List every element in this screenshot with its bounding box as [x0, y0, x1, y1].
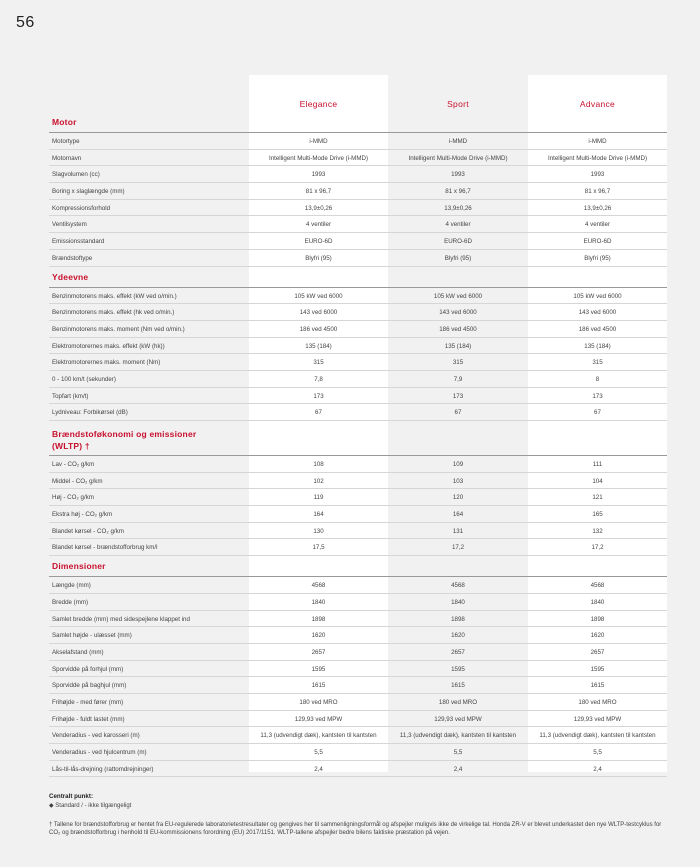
section-title-text-line2: (WLTP) † [52, 441, 90, 451]
row-label: Frihøjde - fuldt lastet (mm) [52, 715, 125, 723]
table-row [49, 371, 667, 388]
table-row [49, 506, 667, 523]
value-advance: 165 [592, 511, 603, 519]
value-elegance: 119 [313, 494, 324, 502]
value-elegance: 1595 [311, 665, 326, 673]
value-sport: 1898 [451, 615, 465, 623]
section-title-text: Brændstoføkonomi og emissioner [52, 429, 197, 439]
value-elegance: 7,8 [314, 375, 323, 383]
table-row [49, 677, 667, 694]
spec-table [49, 112, 667, 777]
value-advance: 132 [592, 527, 603, 535]
column-header-sport: Sport [447, 99, 469, 109]
value-sport: i-MMD [448, 138, 468, 145]
section-title-text: Ydeevne [52, 271, 89, 282]
table-row [49, 388, 667, 405]
table-row [49, 473, 667, 490]
row-label: Samlet højde - ulæsset (mm) [52, 632, 132, 640]
value-sport: 1595 [451, 665, 465, 673]
value-advance: 11,3 (udvendigt dæk), kantsten til kantsten [539, 732, 656, 740]
row-label: Ventilsystem [52, 221, 87, 229]
value-sport: 1620 [451, 632, 465, 640]
value-advance: Blyfri (95) [584, 254, 611, 262]
table-row [49, 150, 667, 167]
value-sport: 135 (184) [444, 342, 472, 350]
value-advance: 8 [595, 375, 600, 383]
value-elegance: 135 (184) [305, 342, 332, 350]
value-sport: 109 [452, 461, 464, 468]
value-elegance: 2657 [311, 648, 326, 656]
table-row [49, 711, 667, 728]
value-advance: 180 ved MRO [578, 698, 617, 706]
section-header [49, 421, 667, 456]
table-row [49, 166, 667, 183]
table-row [49, 761, 667, 778]
row-label: Benzinmotorens maks. effekt (kW ved o/min.) [52, 292, 177, 300]
value-advance: 4 ventiler [584, 221, 611, 229]
row-label: Topfart (km/t) [52, 392, 89, 400]
row-label: Motornavn [52, 154, 82, 162]
value-advance: 143 ved 6000 [578, 309, 617, 317]
value-sport: 103 [452, 477, 464, 485]
value-sport: 13,9±0,26 [444, 204, 472, 212]
value-advance: 2657 [590, 648, 605, 656]
value-advance: 1898 [590, 615, 605, 623]
footer [49, 793, 669, 837]
table-row [49, 200, 667, 217]
value-elegance: 180 ved MRO [299, 698, 338, 706]
value-advance: 1993 [590, 171, 605, 179]
row-label: Brændstoftype [52, 254, 93, 262]
value-sport: EURO-6D [444, 238, 472, 246]
column-header-elegance: Elegance [299, 99, 338, 109]
row-label: Blandet kørsel - CO₂ g/km [52, 527, 124, 535]
value-elegance: 164 [313, 511, 324, 519]
row-label: Elektromotorernes maks. moment (Nm) [52, 359, 161, 367]
table-row [49, 233, 667, 250]
value-elegance: 315 [313, 359, 324, 367]
row-label: Venderadius - ved hjulcentrum (m) [52, 749, 147, 756]
value-elegance: i-MMD [309, 138, 328, 145]
row-label: Høj - CO₂ g/km [52, 494, 94, 502]
footer-legend: ◆ Standard / - ikke tilgængeligt [49, 803, 132, 809]
row-label: Benzinmotorens maks. moment (Nm ved o/min.) [52, 325, 185, 333]
row-label: Lav - CO₂ g/km [52, 461, 95, 468]
section-header [49, 267, 667, 288]
value-advance: 315 [592, 359, 603, 367]
value-advance: 173 [592, 392, 603, 400]
row-label: Lydniveau: Forbikørsel (dB) [52, 409, 128, 417]
row-label: Slagvolumen (cc) [52, 171, 100, 179]
value-sport: 143 ved 6000 [439, 309, 477, 317]
value-advance: 81 x 96,7 [584, 188, 611, 196]
value-advance: 104 [592, 477, 603, 485]
value-elegance: 129,93 ved MPW [294, 715, 343, 723]
section-title [52, 561, 106, 571]
column-header-advance: Advance [579, 99, 616, 109]
section-title [52, 117, 77, 127]
row-label: Sporvidde på baghjul (mm) [52, 682, 127, 690]
row-label: Blandet kørsel - brændstofforbrug km/l [52, 544, 158, 552]
row-label: Akselafstand (mm) [52, 648, 104, 656]
row-label: Længde (mm) [52, 582, 91, 590]
footer-title: Centralt punkt: [49, 793, 93, 800]
table-row [49, 404, 667, 421]
value-advance: 1620 [590, 632, 605, 640]
value-elegance: Blyfri (95) [305, 254, 332, 262]
value-elegance: 81 x 96,7 [305, 188, 332, 196]
value-advance: 105 kW ved 6000 [573, 292, 622, 300]
table-row [49, 456, 667, 473]
row-label: Kompressionsforhold [52, 204, 111, 212]
value-elegance: 1620 [311, 632, 326, 640]
value-sport: 315 [452, 359, 464, 367]
value-elegance: 1993 [311, 171, 326, 179]
section-title [52, 272, 88, 282]
value-elegance: 102 [313, 477, 324, 485]
value-advance: 111 [592, 461, 603, 468]
table-row [49, 489, 667, 506]
value-advance: 186 ved 4500 [578, 325, 617, 333]
value-sport: 105 kW ved 6000 [433, 292, 483, 300]
value-advance: i-MMD [588, 138, 607, 145]
value-sport: 4 ventiler [445, 221, 471, 229]
value-advance: Intelligent Multi-Mode Drive (i-MMD) [547, 154, 648, 162]
value-sport: 81 x 96,7 [445, 188, 471, 196]
row-label: Bredde (mm) [52, 598, 89, 606]
table-row [49, 216, 667, 233]
row-label: Emissionsstandard [52, 238, 105, 246]
value-sport: 17,2 [451, 544, 465, 552]
table-row [49, 133, 667, 150]
row-label: Boring x slaglængde (mm) [52, 188, 125, 196]
value-advance: 17,2 [591, 544, 604, 552]
row-label: Motortype [52, 138, 80, 145]
value-advance: 1615 [590, 682, 605, 690]
value-sport: 131 [452, 527, 464, 535]
row-label: Lås-til-lås-drejning (rattomdrejninger) [52, 765, 154, 773]
value-sport: 2,4 [453, 765, 463, 773]
table-row [49, 523, 667, 540]
value-sport: 7,9 [453, 375, 463, 383]
value-elegance: 2,4 [314, 765, 323, 773]
table-row [49, 661, 667, 678]
value-elegance: 130 [313, 527, 324, 535]
value-elegance: 5,5 [314, 749, 323, 756]
value-sport: 4568 [451, 582, 465, 590]
row-label: Samlet bredde (mm) med sidespejlene klappet ind [52, 615, 190, 623]
section-title-text: Motor [52, 117, 77, 127]
value-elegance: 17,5 [312, 544, 325, 552]
value-elegance: 173 [313, 392, 324, 400]
section-title [52, 428, 196, 452]
value-sport: 164 [452, 511, 464, 519]
footer-note: † Tallene for brændstofforbrug er hentet fra EU-regulerede laboratorietestresultater og gengives her til sammenligningsformål og afspejler muligvis ikke de virkelige tal. Honda ZR-V er blevet underkastet den nye WLTP-testcyklus for CO₂ og brændstofforbrug i henhold til EU-kommissionens forordning (EU) 2017/1151. WLTP-tallene afspejler bedre bilens faktiske præstation på vejen. [49, 822, 662, 836]
value-elegance: 4568 [311, 582, 326, 590]
value-sport: 1615 [451, 682, 465, 690]
table-row [49, 644, 667, 661]
section-header [49, 112, 667, 133]
value-advance: 129,93 ved MPW [573, 715, 622, 723]
section-title-text: Dimensioner [52, 561, 106, 572]
value-advance: EURO-6D [583, 238, 612, 246]
table-row [49, 577, 667, 594]
value-advance: 135 (184) [584, 342, 611, 350]
table-row [49, 354, 667, 371]
table-row [49, 727, 667, 744]
table-row [49, 250, 667, 267]
value-sport: 1840 [451, 598, 465, 606]
value-advance: 1595 [590, 665, 605, 673]
value-elegance: 1898 [311, 615, 326, 623]
value-sport: 1993 [451, 171, 465, 179]
value-advance: 2,4 [593, 765, 602, 773]
table-row [49, 744, 667, 761]
value-sport: 5,5 [453, 749, 463, 756]
value-advance: 67 [594, 409, 601, 417]
row-label: 0 - 100 km/t (sekunder) [52, 375, 116, 383]
table-row [49, 694, 667, 711]
value-elegance: Intelligent Multi-Mode Drive (i-MMD) [268, 154, 369, 162]
page-number: 56 [16, 14, 35, 31]
table-row [49, 594, 667, 611]
value-sport: 120 [452, 494, 464, 502]
value-advance: 13,9±0,26 [583, 204, 612, 212]
section-header [49, 556, 667, 577]
value-elegance: 143 ved 6000 [299, 309, 338, 317]
row-label: Sporvidde på forhjul (mm) [52, 665, 124, 673]
value-elegance: 4 ventiler [305, 221, 332, 229]
value-elegance: 11,3 (udvendigt dæk), kantsten til kantsten [260, 732, 377, 740]
value-sport: 186 ved 4500 [439, 325, 477, 333]
value-elegance: 1615 [311, 682, 326, 690]
value-advance: 4568 [590, 582, 605, 590]
value-elegance: 108 [313, 461, 324, 468]
value-sport: 67 [454, 409, 462, 417]
table-row [49, 611, 667, 628]
value-sport: Blyfri (95) [444, 254, 472, 262]
row-label: Frihøjde - med fører (mm) [52, 698, 124, 706]
table-row [49, 304, 667, 321]
value-sport: 180 ved MRO [438, 698, 478, 706]
value-advance: 5,5 [593, 749, 602, 756]
table-row [49, 288, 667, 305]
value-sport: 11,3 (udvendigt dæk), kantsten til kantsten [399, 732, 517, 740]
table-row [49, 338, 667, 355]
table-row [49, 627, 667, 644]
row-label: Elektromotorernes maks. effekt (kW (hk)) [52, 342, 165, 350]
value-elegance: EURO-6D [304, 238, 333, 246]
row-label: Ekstra høj - CO₂ g/km [52, 511, 113, 519]
value-sport: 173 [452, 392, 464, 400]
table-row [49, 183, 667, 200]
value-advance: 121 [592, 494, 603, 502]
value-elegance: 13,9±0,26 [304, 204, 333, 212]
value-sport: 2657 [451, 648, 465, 656]
table-row [49, 539, 667, 556]
value-elegance: 105 kW ved 6000 [294, 292, 343, 300]
value-elegance: 186 ved 4500 [299, 325, 338, 333]
value-advance: 1840 [590, 598, 605, 606]
value-elegance: 1840 [311, 598, 326, 606]
row-label: Venderadius - ved karosseri (m) [52, 732, 140, 740]
row-label: Middel - CO₂ g/km [52, 477, 103, 485]
value-elegance: 67 [315, 409, 322, 417]
value-sport: 129,93 ved MPW [434, 715, 482, 723]
value-sport: Intelligent Multi-Mode Drive (i-MMD) [408, 154, 508, 162]
table-row [49, 321, 667, 338]
row-label: Benzinmotorens maks. effekt (hk ved o/min.) [52, 309, 175, 317]
